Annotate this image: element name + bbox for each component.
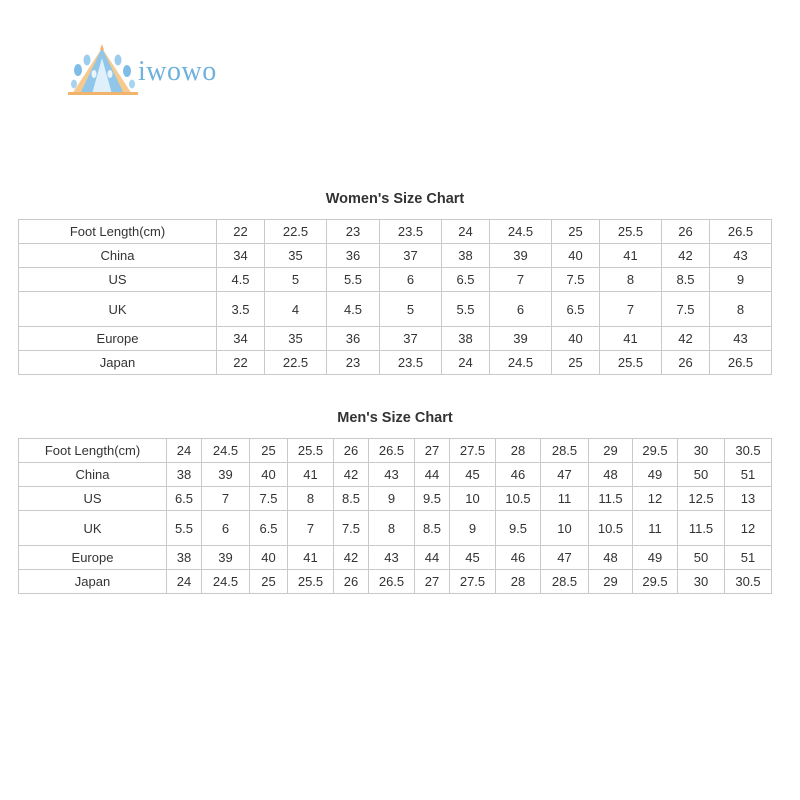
men-size-cell: 10.5 bbox=[589, 511, 633, 546]
men-size-cell: 7.5 bbox=[250, 487, 288, 511]
women-size-cell: 24.5 bbox=[490, 351, 552, 375]
men-size-cell: 51 bbox=[725, 463, 772, 487]
women-size-cell: 8 bbox=[600, 268, 662, 292]
men-row-europe bbox=[19, 546, 772, 570]
women-size-cell: 42 bbox=[662, 327, 710, 351]
men-size-cell: 49 bbox=[633, 546, 678, 570]
men-size-cell: 27 bbox=[415, 570, 450, 594]
women-row-japan bbox=[19, 351, 772, 375]
men-size-cell: 24 bbox=[167, 439, 202, 463]
men-size-cell: 7 bbox=[288, 511, 334, 546]
men-size-cell: 9 bbox=[450, 511, 496, 546]
brand-name: iwowo bbox=[138, 56, 217, 87]
men-size-cell: 45 bbox=[450, 546, 496, 570]
men-size-cell: 11.5 bbox=[589, 487, 633, 511]
women-row-europe bbox=[19, 327, 772, 351]
men-size-cell: 7 bbox=[202, 487, 250, 511]
women-size-cell: 24 bbox=[442, 220, 490, 244]
women-size-cell: 43 bbox=[710, 327, 772, 351]
men-row-foot-length-cm bbox=[19, 439, 772, 463]
men-size-cell: 10 bbox=[450, 487, 496, 511]
men-size-cell: 24.5 bbox=[202, 439, 250, 463]
men-size-cell: 30 bbox=[678, 570, 725, 594]
women-size-cell: 40 bbox=[552, 244, 600, 268]
women-size-cell: 37 bbox=[380, 244, 442, 268]
women-row-china bbox=[19, 244, 772, 268]
men-size-cell: 49 bbox=[633, 463, 678, 487]
men-size-cell: 6.5 bbox=[167, 487, 202, 511]
men-size-cell: 50 bbox=[678, 463, 725, 487]
women-size-cell: 39 bbox=[490, 327, 552, 351]
women-size-cell: 36 bbox=[327, 244, 380, 268]
men-size-cell: 46 bbox=[496, 546, 541, 570]
men-row-us bbox=[19, 487, 772, 511]
women-size-table bbox=[18, 219, 772, 375]
men-size-cell: 40 bbox=[250, 546, 288, 570]
women-size-cell: 35 bbox=[265, 327, 327, 351]
women-size-cell: 25 bbox=[552, 351, 600, 375]
men-size-cell: 25 bbox=[250, 570, 288, 594]
men-size-cell: 25.5 bbox=[288, 570, 334, 594]
women-size-cell: 5.5 bbox=[442, 292, 490, 327]
men-size-cell: 5.5 bbox=[167, 511, 202, 546]
men-size-cell: 28 bbox=[496, 439, 541, 463]
men-size-cell: 6.5 bbox=[250, 511, 288, 546]
men-size-cell: 46 bbox=[496, 463, 541, 487]
men-size-cell: 8 bbox=[288, 487, 334, 511]
women-size-cell: 5.5 bbox=[327, 268, 380, 292]
men-size-table bbox=[18, 438, 772, 594]
men-size-cell: 29.5 bbox=[633, 570, 678, 594]
women-row-us bbox=[19, 268, 772, 292]
women-size-cell: 4.5 bbox=[327, 292, 380, 327]
men-size-cell: 29.5 bbox=[633, 439, 678, 463]
women-size-cell: 22 bbox=[217, 220, 265, 244]
men-size-cell: 11 bbox=[541, 487, 589, 511]
women-size-cell: 23 bbox=[327, 220, 380, 244]
men-size-cell: 12.5 bbox=[678, 487, 725, 511]
women-size-cell: 38 bbox=[442, 327, 490, 351]
men-size-cell: 8.5 bbox=[415, 511, 450, 546]
men-size-cell: 47 bbox=[541, 546, 589, 570]
women-size-cell: 22 bbox=[217, 351, 265, 375]
men-size-cell: 42 bbox=[334, 463, 369, 487]
women-size-cell: 7.5 bbox=[662, 292, 710, 327]
women-size-cell: 25.5 bbox=[600, 351, 662, 375]
men-size-cell: 24 bbox=[167, 570, 202, 594]
brand-logo bbox=[66, 44, 236, 100]
men-size-cell: 26 bbox=[334, 439, 369, 463]
men-size-cell: 30.5 bbox=[725, 439, 772, 463]
men-row-japan bbox=[19, 570, 772, 594]
men-size-cell: 12 bbox=[633, 487, 678, 511]
men-size-cell: 50 bbox=[678, 546, 725, 570]
women-size-cell: 41 bbox=[600, 244, 662, 268]
men-size-cell: 12 bbox=[725, 511, 772, 546]
men-size-cell: 47 bbox=[541, 463, 589, 487]
men-size-cell: 9.5 bbox=[496, 511, 541, 546]
women-size-cell: 25 bbox=[552, 220, 600, 244]
men-size-cell: 28 bbox=[496, 570, 541, 594]
men-size-cell: 41 bbox=[288, 546, 334, 570]
women-size-cell: 3.5 bbox=[217, 292, 265, 327]
men-size-cell: 6 bbox=[202, 511, 250, 546]
men-size-cell: 9.5 bbox=[415, 487, 450, 511]
women-size-cell: 37 bbox=[380, 327, 442, 351]
men-size-cell: 27 bbox=[415, 439, 450, 463]
women-row-label: Europe bbox=[19, 327, 217, 351]
men-size-cell: 28.5 bbox=[541, 570, 589, 594]
women-row-label: Foot Length(cm) bbox=[19, 220, 217, 244]
men-row-uk bbox=[19, 511, 772, 546]
women-size-cell: 7 bbox=[490, 268, 552, 292]
men-row-label: UK bbox=[19, 511, 167, 546]
women-size-cell: 5 bbox=[380, 292, 442, 327]
men-size-cell: 8.5 bbox=[334, 487, 369, 511]
men-size-cell: 10 bbox=[541, 511, 589, 546]
women-size-cell: 26 bbox=[662, 351, 710, 375]
men-chart-title: Men's Size Chart bbox=[337, 410, 453, 426]
women-size-cell: 26.5 bbox=[710, 220, 772, 244]
men-size-cell: 40 bbox=[250, 463, 288, 487]
men-size-cell: 29 bbox=[589, 570, 633, 594]
women-size-cell: 26.5 bbox=[710, 351, 772, 375]
women-chart-title: Women's Size Chart bbox=[325, 191, 465, 207]
men-size-cell: 51 bbox=[725, 546, 772, 570]
men-size-cell: 45 bbox=[450, 463, 496, 487]
women-size-cell: 6 bbox=[490, 292, 552, 327]
women-row-label: Japan bbox=[19, 351, 217, 375]
women-size-cell: 26 bbox=[662, 220, 710, 244]
women-row-uk bbox=[19, 292, 772, 327]
men-size-cell: 44 bbox=[415, 546, 450, 570]
men-size-cell: 48 bbox=[589, 546, 633, 570]
women-size-cell: 23.5 bbox=[380, 351, 442, 375]
women-size-cell: 35 bbox=[265, 244, 327, 268]
men-size-cell: 43 bbox=[369, 546, 415, 570]
men-size-cell: 38 bbox=[167, 546, 202, 570]
women-size-cell: 4 bbox=[265, 292, 327, 327]
men-size-cell: 24.5 bbox=[202, 570, 250, 594]
men-size-cell: 25.5 bbox=[288, 439, 334, 463]
women-size-cell: 24.5 bbox=[490, 220, 552, 244]
men-size-cell: 27.5 bbox=[450, 570, 496, 594]
men-row-china bbox=[19, 463, 772, 487]
men-size-cell: 8 bbox=[369, 511, 415, 546]
women-size-cell: 22.5 bbox=[265, 351, 327, 375]
men-size-cell: 26.5 bbox=[369, 439, 415, 463]
women-row-foot-length-cm bbox=[19, 220, 772, 244]
women-row-label: China bbox=[19, 244, 217, 268]
women-size-cell: 38 bbox=[442, 244, 490, 268]
men-size-cell: 48 bbox=[589, 463, 633, 487]
women-size-cell: 6 bbox=[380, 268, 442, 292]
women-size-cell: 24 bbox=[442, 351, 490, 375]
men-size-cell: 13 bbox=[725, 487, 772, 511]
men-size-cell: 29 bbox=[589, 439, 633, 463]
men-size-cell: 42 bbox=[334, 546, 369, 570]
men-size-cell: 11.5 bbox=[678, 511, 725, 546]
men-size-cell: 39 bbox=[202, 463, 250, 487]
men-size-cell: 38 bbox=[167, 463, 202, 487]
women-size-cell: 34 bbox=[217, 244, 265, 268]
men-size-cell: 27.5 bbox=[450, 439, 496, 463]
men-row-label: Japan bbox=[19, 570, 167, 594]
men-size-cell: 28.5 bbox=[541, 439, 589, 463]
women-size-cell: 43 bbox=[710, 244, 772, 268]
men-size-cell: 10.5 bbox=[496, 487, 541, 511]
tent-logo-icon bbox=[66, 44, 142, 100]
women-size-cell: 4.5 bbox=[217, 268, 265, 292]
men-size-cell: 44 bbox=[415, 463, 450, 487]
women-size-cell: 42 bbox=[662, 244, 710, 268]
men-row-label: Europe bbox=[19, 546, 167, 570]
men-size-cell: 30 bbox=[678, 439, 725, 463]
men-row-label: Foot Length(cm) bbox=[19, 439, 167, 463]
women-row-label: UK bbox=[19, 292, 217, 327]
women-size-cell: 22.5 bbox=[265, 220, 327, 244]
women-size-cell: 23 bbox=[327, 351, 380, 375]
women-size-cell: 7.5 bbox=[552, 268, 600, 292]
women-size-cell: 34 bbox=[217, 327, 265, 351]
men-size-cell: 26 bbox=[334, 570, 369, 594]
women-row-label: US bbox=[19, 268, 217, 292]
women-size-cell: 9 bbox=[710, 268, 772, 292]
men-size-cell: 26.5 bbox=[369, 570, 415, 594]
women-size-cell: 7 bbox=[600, 292, 662, 327]
men-size-cell: 7.5 bbox=[334, 511, 369, 546]
women-size-cell: 39 bbox=[490, 244, 552, 268]
women-size-cell: 36 bbox=[327, 327, 380, 351]
women-size-cell: 25.5 bbox=[600, 220, 662, 244]
men-size-cell: 43 bbox=[369, 463, 415, 487]
women-size-cell: 23.5 bbox=[380, 220, 442, 244]
women-size-cell: 41 bbox=[600, 327, 662, 351]
women-size-cell: 8 bbox=[710, 292, 772, 327]
men-row-label: US bbox=[19, 487, 167, 511]
men-size-cell: 25 bbox=[250, 439, 288, 463]
men-size-cell: 39 bbox=[202, 546, 250, 570]
women-size-cell: 8.5 bbox=[662, 268, 710, 292]
women-size-cell: 5 bbox=[265, 268, 327, 292]
women-size-cell: 6.5 bbox=[442, 268, 490, 292]
men-size-cell: 41 bbox=[288, 463, 334, 487]
men-size-cell: 11 bbox=[633, 511, 678, 546]
women-size-cell: 40 bbox=[552, 327, 600, 351]
men-size-cell: 9 bbox=[369, 487, 415, 511]
men-size-cell: 30.5 bbox=[725, 570, 772, 594]
men-row-label: China bbox=[19, 463, 167, 487]
women-size-cell: 6.5 bbox=[552, 292, 600, 327]
